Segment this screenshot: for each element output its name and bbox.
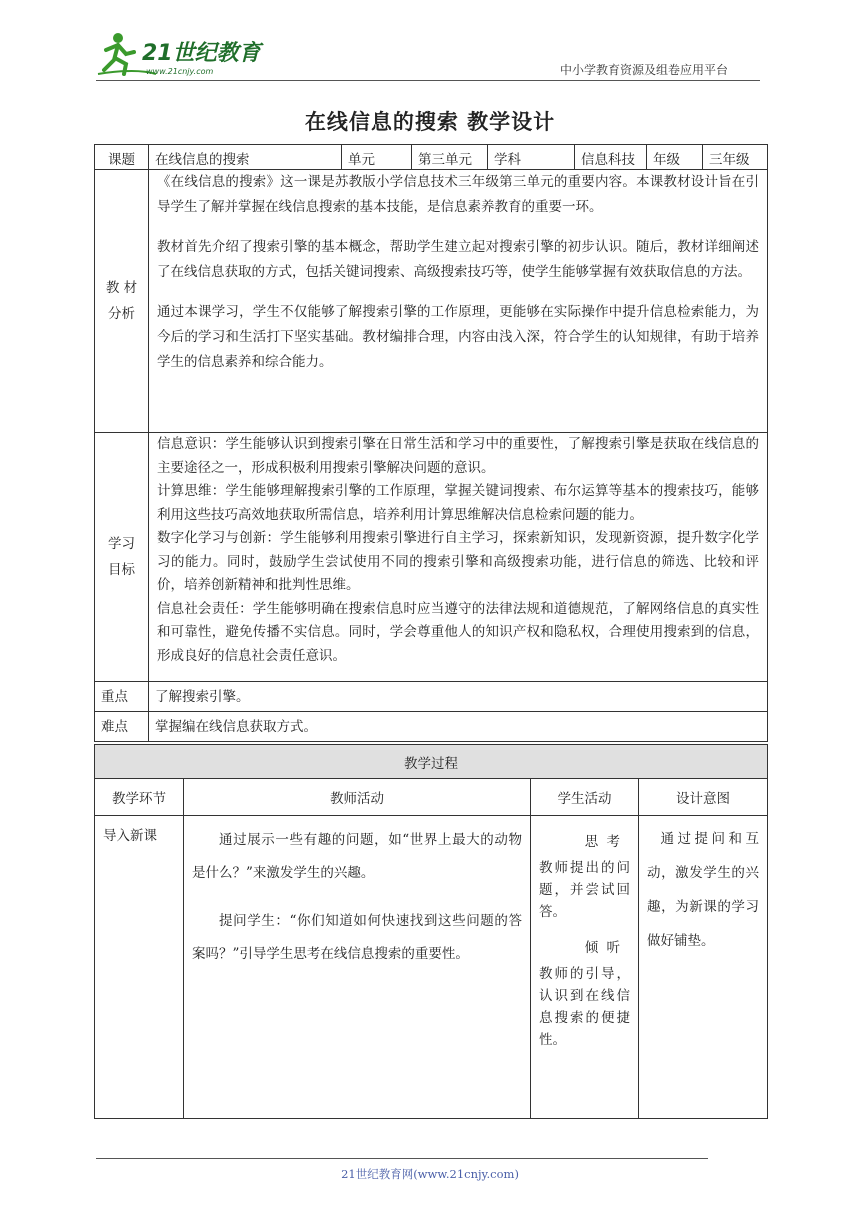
design-purpose-text: 通过提问和互动，激发学生的兴趣，为新课的学习做好铺垫。 — [647, 831, 759, 949]
header-student: 学生活动 — [531, 779, 639, 816]
difficult-value: 掌握编在线信息获取方式。 — [149, 712, 768, 742]
objective-item: 数字化学习与创新：学生能够利用搜索引擎进行自主学习，探索新知识，发现新资源，提升数字化学习的能力。同时，鼓励学生尝试使用不同的搜索引擎和高级搜索功能，进行信息的筛选、比较和评价，培养创新精神和批判性思维。 — [157, 530, 759, 593]
teacher-activity-paragraph: 通过展示一些有趣的问题，如“世界上最大的动物是什么？”来激发学生的兴趣。 — [192, 832, 522, 881]
info-row-key — [95, 682, 768, 712]
process-title: 教学过程 — [95, 745, 768, 779]
objectives-label: 学习 目标 — [95, 433, 149, 682]
stage-cell: 导入新课 — [95, 816, 184, 1119]
subject-value: 信息科技 — [575, 145, 647, 170]
design-purpose-cell — [639, 816, 768, 1119]
info-row-difficult — [95, 712, 768, 742]
objectives-content — [149, 433, 768, 682]
document-title: 在线信息的搜索 教学设计 — [304, 110, 556, 134]
analysis-label: 教 材 分析 — [95, 170, 149, 433]
grade-label: 年级 — [647, 145, 703, 170]
info-row-objectives — [95, 433, 768, 682]
logo — [96, 30, 266, 78]
topic-value: 在线信息的搜索 — [149, 145, 342, 170]
analysis-paragraph: 通过本课学习，学生不仅能够了解搜索引擎的工作原理，更能够在实际操作中提升信息检索能力，为今后的学习和生活打下坚实基础。教材编排合理，内容由浅入深，符合学生的认知规律，有助于培养学生的信息素养和综合能力。 — [157, 304, 759, 370]
student-activity-text: 教师的引导，认识到在线信息搜索的便捷性。 — [539, 966, 630, 1048]
platform-name: 中小学教育资源及组卷应用平台 — [560, 63, 729, 77]
difficult-label: 难点 — [95, 712, 149, 742]
logo-url: www.21cnjy.com — [146, 67, 214, 76]
subject-label: 学科 — [488, 145, 575, 170]
lesson-info-table — [94, 144, 768, 742]
header-teacher: 教师活动 — [184, 779, 531, 816]
unit-label: 单元 — [342, 145, 412, 170]
analysis-paragraph: 《在线信息的搜索》这一课是苏教版小学信息技术三年级第三单元的重要内容。本课教材设计旨在引导学生了解并掌握在线信息搜索的基本技能，是信息素养教育的重要一环。 — [157, 174, 759, 215]
teaching-process-table — [94, 744, 768, 1119]
teacher-activity-paragraph: 提问学生：“你们知道如何快速找到这些问题的答案吗？”引导学生思考在线信息搜索的重要性。 — [192, 913, 522, 962]
analysis-content — [149, 170, 768, 433]
process-row — [95, 816, 768, 1119]
logo-text: 21世纪教育 — [142, 41, 261, 66]
objective-item: 计算思维：学生能够理解搜索引擎的工作原理，掌握关键词搜索、布尔运算等基本的搜索技巧，能够利用这些技巧高效地获取所需信息，培养利用计算思维解决信息检索问题的能力。 — [157, 483, 759, 523]
teacher-activity-cell — [184, 816, 531, 1119]
info-row-analysis — [95, 170, 768, 433]
footer-text: 21世纪教育网(www.21cnjy.com) — [341, 1167, 519, 1181]
header-stage: 教学环节 — [95, 779, 184, 816]
header-divider — [96, 80, 760, 81]
objective-item: 信息意识：学生能够认识到搜索引擎在日常生活和学习中的重要性，了解搜索引擎是获取在线信息的主要途径之一，形成积极利用搜索引擎解决问题的意识。 — [157, 436, 759, 476]
key-value: 了解搜索引擎。 — [149, 682, 768, 712]
analysis-paragraph: 教材首先介绍了搜索引擎的基本概念，帮助学生建立起对搜索引擎的初步认识。随后，教材详细阐述了在线信息获取的方式，包括关键词搜索、高级搜索技巧等，使学生能够掌握有效获取信息的方法。 — [157, 239, 759, 280]
unit-value: 第三单元 — [412, 145, 488, 170]
key-label: 重点 — [95, 682, 149, 712]
student-activity-title: 倾 听 — [584, 940, 622, 956]
footer-divider — [96, 1158, 708, 1159]
header-purpose: 设计意图 — [639, 779, 768, 816]
student-activity-title: 思 考 — [584, 834, 622, 850]
topic-label: 课题 — [95, 145, 149, 170]
grade-value: 三年级 — [703, 145, 768, 170]
student-activity-text: 教师提出的问题，并尝试回答。 — [539, 860, 630, 920]
process-header-row — [95, 779, 768, 816]
info-row-topic — [95, 145, 768, 170]
student-activity-cell — [531, 816, 639, 1119]
objective-item: 信息社会责任：学生能够明确在搜索信息时应当遵守的法律法规和道德规范，了解网络信息的真实性和可靠性，避免传播不实信息。同时，学会尊重他人的知识产权和隐私权，合理使用搜索到的信息，形成良好的信息社会责任意识。 — [157, 600, 759, 664]
